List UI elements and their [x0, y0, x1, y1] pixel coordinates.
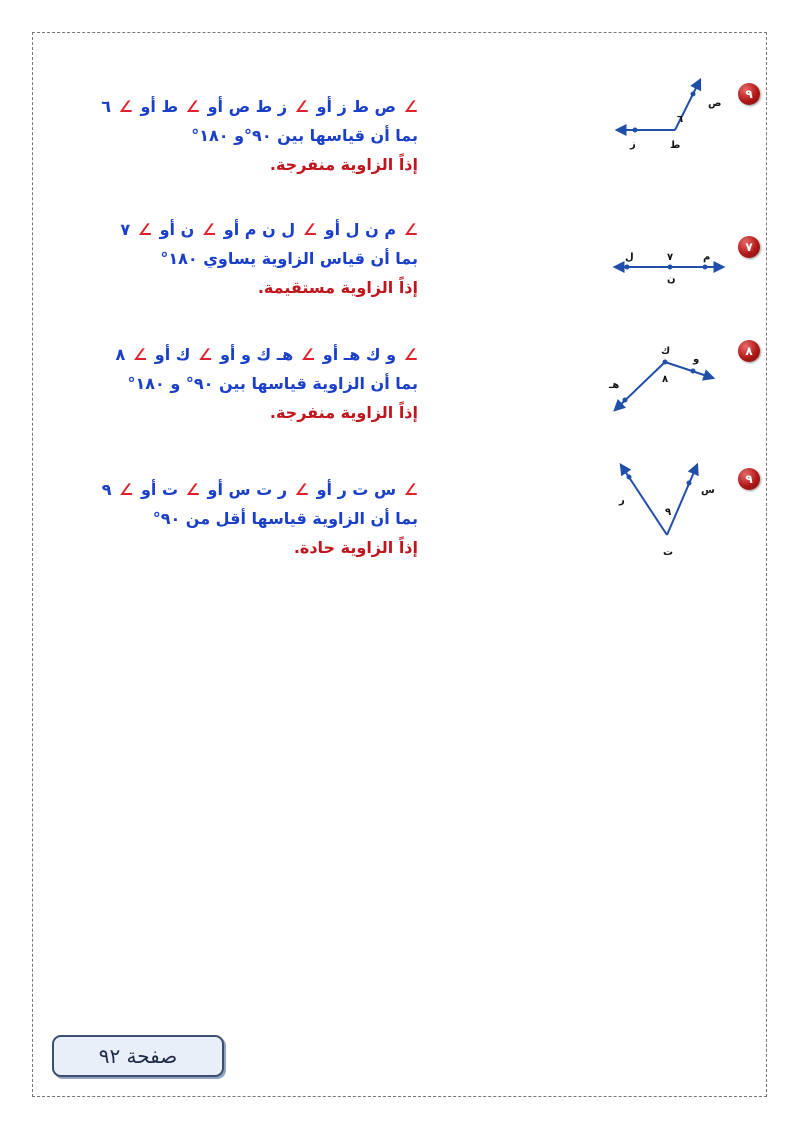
angle-name: ٦	[101, 97, 111, 116]
angle-figure-4	[605, 455, 735, 565]
acute-angle-diagram	[605, 455, 735, 565]
angle-symbol: ∠	[403, 97, 418, 116]
angle-symbol: ∠	[119, 480, 134, 499]
measure-statement: بما أن قياس الزاوية يساوي ١٨٠°	[160, 249, 418, 268]
measure-statement: بما أن قياسها بين ٩٠°و ١٨٠°	[191, 126, 418, 145]
angle-number-label: ٨	[662, 374, 669, 385]
exercise-number-badge: ٩	[738, 468, 760, 490]
angle-number-label: ٩	[665, 507, 672, 518]
answer-text-3	[48, 340, 418, 427]
angle-symbol: ∠	[294, 480, 309, 499]
measure-statement: بما أن الزاوية قياسها أقل من ٩٠°	[152, 509, 418, 528]
angle-symbol: ∠	[185, 480, 200, 499]
vertex-label-ta: ت	[663, 547, 674, 558]
angle-name: ص ط ز أو	[316, 97, 397, 116]
answer-text-2	[48, 215, 418, 302]
angle-symbol: ∠	[118, 97, 133, 116]
angle-symbol: ∠	[185, 97, 200, 116]
exercise-number-badge: ٧	[738, 236, 760, 258]
angle-name: ن أو	[159, 220, 195, 239]
point-label-ra: ر	[619, 495, 625, 506]
angle-symbol: ∠	[201, 220, 217, 239]
angle-number-label: ٦	[677, 114, 684, 125]
angle-name: س ت ر أو	[316, 480, 397, 499]
angle-symbol: ∠	[198, 345, 213, 364]
vertex-label-kaf: ك	[661, 346, 671, 357]
angle-symbol: ∠	[403, 220, 418, 239]
angle-symbol: ∠	[300, 345, 316, 364]
angle-names-line	[48, 92, 418, 121]
vertex-label-nun: ن	[667, 274, 676, 285]
angle-name: ك أو	[154, 345, 191, 364]
angle-name: ر ت س أو	[207, 480, 288, 499]
conclusion-statement: إذاً الزاوية حادة.	[293, 538, 418, 557]
measure-statement: بما أن الزاوية قياسها بين ٩٠° و ١٨٠°	[127, 374, 418, 393]
angle-figure-3	[605, 330, 735, 440]
obtuse-angle-diagram	[605, 70, 735, 180]
angle-name: ٨	[115, 345, 126, 364]
angle-symbol: ∠	[403, 480, 418, 499]
angle-number-label: ٧	[667, 252, 674, 263]
conclusion-statement: إذاً الزاوية مستقيمة.	[257, 278, 418, 297]
angle-name: هـ ك و أو	[219, 345, 294, 364]
angle-symbol: ∠	[302, 220, 318, 239]
angle-name: و ك هـ أو	[322, 345, 397, 364]
angle-symbol: ∠	[403, 345, 418, 364]
answer-text-1	[48, 92, 418, 179]
point-label-ha: هـ	[609, 380, 620, 391]
page-number-label: صفحة ٩٢	[98, 1044, 178, 1068]
point-label-lam: ل	[625, 252, 634, 263]
point-label-waw: و	[693, 354, 700, 365]
angle-name: ط أو	[140, 97, 179, 116]
conclusion-statement: إذاً الزاوية منفرجة.	[269, 155, 418, 174]
point-label-sad: ص	[708, 98, 722, 109]
exercise-number-badge: ٨	[738, 340, 760, 362]
point-label-mim: م	[703, 252, 711, 263]
vertex-label-ta: ط	[670, 140, 681, 151]
exercise-number-badge: ٩	[738, 83, 760, 105]
angle-name: ز ط ص أو	[207, 97, 288, 116]
straight-angle-diagram	[605, 222, 735, 332]
angle-name: ت أو	[140, 480, 179, 499]
angle-symbol: ∠	[137, 220, 153, 239]
page-number-box	[52, 1035, 224, 1077]
angle-name: ل ن م أو	[223, 220, 296, 239]
angle-names-line	[48, 475, 418, 504]
angle-names-line	[48, 340, 418, 369]
angle-symbol: ∠	[294, 97, 309, 116]
angle-names-line	[48, 215, 418, 244]
point-label-zay: ز	[630, 139, 636, 150]
point-label-sin: س	[701, 485, 715, 496]
obtuse-angle-diagram	[605, 330, 735, 440]
answer-text-4	[48, 475, 418, 562]
angle-figure-1	[605, 70, 735, 180]
angle-name: ٩	[101, 480, 112, 499]
angle-figure-2	[605, 222, 735, 332]
angle-symbol: ∠	[132, 345, 148, 364]
angle-name: م ن ل أو	[324, 220, 397, 239]
conclusion-statement: إذاً الزاوية منفرجة.	[269, 403, 418, 422]
angle-name: ٧	[120, 220, 131, 239]
